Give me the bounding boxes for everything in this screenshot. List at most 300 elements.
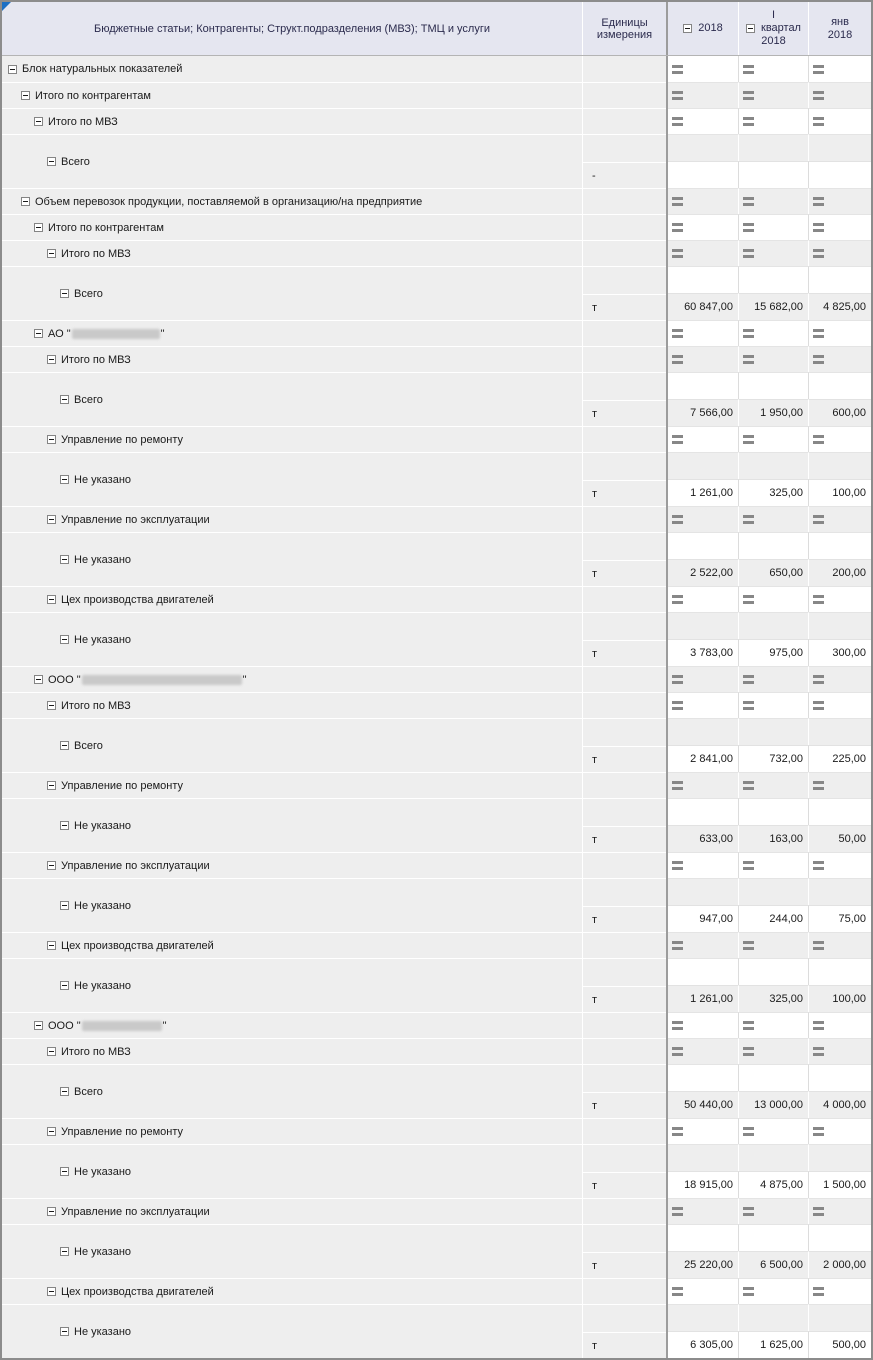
aggregate-cell[interactable]	[668, 586, 738, 612]
unit-cell[interactable]	[582, 266, 666, 320]
value-cell[interactable]	[808, 1251, 871, 1278]
collapse-icon[interactable]	[47, 355, 56, 364]
value-cell[interactable]	[668, 985, 738, 1012]
value-cell[interactable]	[738, 1251, 808, 1278]
aggregate-cell[interactable]	[738, 346, 808, 372]
aggregate-cell[interactable]	[808, 426, 871, 452]
rows-dimension-header[interactable]: Бюджетные статьи; Контрагенты; Структ.подразделения (МВЗ); ТМЦ и услуги	[94, 22, 490, 35]
aggregate-cell[interactable]	[808, 56, 871, 82]
group-row[interactable]	[2, 346, 871, 372]
value-cell[interactable]	[738, 985, 808, 1012]
period-cell[interactable]	[738, 718, 808, 772]
period-cell[interactable]	[808, 932, 871, 958]
tree-cell[interactable]	[2, 1198, 582, 1224]
value-empty-subcell[interactable]	[808, 1144, 871, 1171]
value-empty-subcell[interactable]	[738, 134, 808, 161]
unit-cell[interactable]	[582, 82, 666, 108]
value-cell[interactable]	[808, 293, 871, 320]
period-cell[interactable]	[738, 346, 808, 372]
unit-cell[interactable]	[582, 1224, 666, 1278]
period-cell[interactable]	[808, 1038, 871, 1064]
leaf-row[interactable]	[2, 878, 871, 932]
unit-cell[interactable]	[582, 506, 666, 532]
aggregate-cell[interactable]	[668, 82, 738, 108]
tree-cell[interactable]	[2, 586, 582, 612]
value-empty-subcell[interactable]	[738, 266, 808, 293]
period-cell[interactable]	[738, 1198, 808, 1224]
unit-cell[interactable]	[582, 1012, 666, 1038]
value-empty-subcell[interactable]	[808, 452, 871, 479]
period-cell[interactable]	[668, 214, 738, 240]
value-cell[interactable]	[738, 905, 808, 932]
tree-cell[interactable]	[2, 1038, 582, 1064]
value-empty-subcell[interactable]	[668, 958, 738, 985]
value-cell[interactable]	[668, 639, 738, 666]
period-cell[interactable]	[808, 108, 871, 134]
unit-cell[interactable]	[582, 134, 666, 188]
value-cell[interactable]	[738, 745, 808, 772]
aggregate-cell[interactable]	[738, 932, 808, 958]
leaf-row[interactable]	[2, 1144, 871, 1198]
aggregate-cell[interactable]	[738, 1118, 808, 1144]
aggregate-cell[interactable]	[808, 666, 871, 692]
value-cell[interactable]	[738, 1171, 808, 1198]
value-empty-subcell[interactable]	[738, 798, 808, 825]
period-cell[interactable]	[808, 188, 871, 214]
value-cell[interactable]	[808, 745, 871, 772]
period-cell[interactable]	[808, 852, 871, 878]
collapse-icon[interactable]	[60, 901, 69, 910]
aggregate-cell[interactable]	[738, 240, 808, 266]
collapse-icon[interactable]	[47, 515, 56, 524]
period-cell[interactable]	[738, 532, 808, 586]
value-empty-subcell[interactable]	[738, 612, 808, 639]
period-cell[interactable]	[808, 1304, 871, 1358]
period-cell[interactable]	[808, 1278, 871, 1304]
period-cell[interactable]	[738, 1144, 808, 1198]
value-cell[interactable]	[668, 825, 738, 852]
value-cell[interactable]	[668, 479, 738, 506]
period-cell[interactable]	[738, 214, 808, 240]
collapse-icon[interactable]	[47, 1207, 56, 1216]
aggregate-cell[interactable]	[808, 1012, 871, 1038]
tree-cell[interactable]	[2, 134, 582, 188]
period-cell[interactable]	[738, 878, 808, 932]
collapse-icon[interactable]	[47, 861, 56, 870]
aggregate-cell[interactable]	[738, 586, 808, 612]
leaf-row[interactable]	[2, 1064, 871, 1118]
group-row[interactable]	[2, 506, 871, 532]
period-cell[interactable]	[738, 852, 808, 878]
period-cell[interactable]	[668, 1064, 738, 1118]
value-empty-subcell[interactable]	[808, 1224, 871, 1251]
value-cell[interactable]	[668, 161, 738, 188]
aggregate-cell[interactable]	[808, 82, 871, 108]
aggregate-cell[interactable]	[808, 214, 871, 240]
period-cell[interactable]	[668, 1144, 738, 1198]
unit-cell[interactable]	[582, 878, 666, 932]
collapse-icon[interactable]	[60, 635, 69, 644]
value-empty-subcell[interactable]	[668, 1064, 738, 1091]
period-cell[interactable]	[668, 82, 738, 108]
value-empty-subcell[interactable]	[808, 134, 871, 161]
value-cell[interactable]	[738, 559, 808, 586]
aggregate-cell[interactable]	[808, 1118, 871, 1144]
leaf-row[interactable]	[2, 612, 871, 666]
aggregate-cell[interactable]	[738, 320, 808, 346]
value-empty-subcell[interactable]	[738, 532, 808, 559]
value-empty-subcell[interactable]	[668, 532, 738, 559]
value-cell[interactable]	[668, 1091, 738, 1118]
group-row[interactable]	[2, 1012, 871, 1038]
leaf-row[interactable]	[2, 798, 871, 852]
collapse-icon[interactable]	[60, 741, 69, 750]
aggregate-cell[interactable]	[738, 1012, 808, 1038]
tree-cell[interactable]	[2, 718, 582, 772]
aggregate-cell[interactable]	[738, 56, 808, 82]
period-cell[interactable]	[668, 532, 738, 586]
tree-cell[interactable]	[2, 266, 582, 320]
unit-cell[interactable]	[582, 1304, 666, 1358]
period-cell[interactable]	[738, 1064, 808, 1118]
value-cell[interactable]	[738, 399, 808, 426]
aggregate-cell[interactable]	[668, 666, 738, 692]
period-cell[interactable]	[668, 56, 738, 82]
period-cell[interactable]	[668, 1224, 738, 1278]
tree-cell[interactable]	[2, 772, 582, 798]
tree-cell[interactable]	[2, 798, 582, 852]
value-empty-subcell[interactable]	[808, 532, 871, 559]
tree-cell[interactable]	[2, 1118, 582, 1144]
collapse-icon[interactable]	[60, 1327, 69, 1336]
aggregate-cell[interactable]	[808, 852, 871, 878]
period-cell[interactable]	[738, 1012, 808, 1038]
value-empty-subcell[interactable]	[668, 798, 738, 825]
period-cell[interactable]	[738, 240, 808, 266]
tree-cell[interactable]	[2, 426, 582, 452]
aggregate-cell[interactable]	[738, 852, 808, 878]
period-cell[interactable]	[668, 346, 738, 372]
tree-cell[interactable]	[2, 878, 582, 932]
period-header-2[interactable]	[738, 2, 808, 55]
aggregate-cell[interactable]	[808, 932, 871, 958]
aggregate-cell[interactable]	[738, 1198, 808, 1224]
period-cell[interactable]	[668, 692, 738, 718]
period-cell[interactable]	[808, 82, 871, 108]
group-row[interactable]	[2, 932, 871, 958]
period-cell[interactable]	[808, 692, 871, 718]
aggregate-cell[interactable]	[668, 506, 738, 532]
period-cell[interactable]	[738, 1118, 808, 1144]
group-row[interactable]	[2, 82, 871, 108]
period-cell[interactable]	[808, 772, 871, 798]
period-cell[interactable]	[808, 372, 871, 426]
tree-cell[interactable]	[2, 320, 582, 346]
aggregate-cell[interactable]	[808, 188, 871, 214]
unit-cell[interactable]	[582, 532, 666, 586]
collapse-icon[interactable]	[60, 1167, 69, 1176]
aggregate-cell[interactable]	[668, 1012, 738, 1038]
tree-cell[interactable]	[2, 82, 582, 108]
period-cell[interactable]	[808, 506, 871, 532]
tree-cell[interactable]	[2, 532, 582, 586]
unit-cell[interactable]	[582, 108, 666, 134]
leaf-row[interactable]	[2, 452, 871, 506]
value-empty-subcell[interactable]	[668, 718, 738, 745]
unit-cell[interactable]	[582, 372, 666, 426]
period-cell[interactable]	[738, 426, 808, 452]
collapse-icon[interactable]	[60, 289, 69, 298]
value-empty-subcell[interactable]	[738, 958, 808, 985]
unit-cell[interactable]	[582, 772, 666, 798]
aggregate-cell[interactable]	[668, 932, 738, 958]
value-empty-subcell[interactable]	[738, 1144, 808, 1171]
period-cell[interactable]	[808, 586, 871, 612]
unit-cell[interactable]	[582, 666, 666, 692]
period-cell[interactable]	[738, 932, 808, 958]
value-cell[interactable]	[668, 1171, 738, 1198]
period-cell[interactable]	[808, 56, 871, 82]
tree-cell[interactable]	[2, 108, 582, 134]
tree-cell[interactable]	[2, 1304, 582, 1358]
aggregate-cell[interactable]	[668, 214, 738, 240]
collapse-icon[interactable]	[21, 197, 30, 206]
unit-cell[interactable]	[582, 1038, 666, 1064]
period-cell[interactable]	[738, 1038, 808, 1064]
value-cell[interactable]	[738, 1091, 808, 1118]
group-row[interactable]	[2, 214, 871, 240]
collapse-icon[interactable]	[47, 595, 56, 604]
unit-cell[interactable]	[582, 188, 666, 214]
collapse-icon[interactable]	[21, 91, 30, 100]
aggregate-cell[interactable]	[738, 426, 808, 452]
aggregate-cell[interactable]	[808, 692, 871, 718]
unit-cell[interactable]	[582, 1064, 666, 1118]
value-empty-subcell[interactable]	[668, 612, 738, 639]
period-cell[interactable]	[738, 320, 808, 346]
period-cell[interactable]	[668, 718, 738, 772]
value-empty-subcell[interactable]	[808, 1304, 871, 1331]
value-cell[interactable]	[808, 399, 871, 426]
period-cell[interactable]	[808, 878, 871, 932]
tree-cell[interactable]	[2, 692, 582, 718]
collapse-icon[interactable]	[60, 821, 69, 830]
value-empty-subcell[interactable]	[808, 266, 871, 293]
value-empty-subcell[interactable]	[668, 1304, 738, 1331]
collapse-icon[interactable]	[34, 223, 43, 232]
value-cell[interactable]	[738, 161, 808, 188]
collapse-icon[interactable]	[8, 65, 17, 74]
aggregate-cell[interactable]	[668, 426, 738, 452]
tree-cell[interactable]	[2, 1144, 582, 1198]
aggregate-cell[interactable]	[668, 692, 738, 718]
value-empty-subcell[interactable]	[668, 452, 738, 479]
value-cell[interactable]	[668, 1331, 738, 1358]
leaf-row[interactable]	[2, 372, 871, 426]
value-cell[interactable]	[668, 293, 738, 320]
aggregate-cell[interactable]	[668, 320, 738, 346]
collapse-icon[interactable]	[47, 1047, 56, 1056]
tree-cell[interactable]	[2, 1224, 582, 1278]
group-row[interactable]	[2, 586, 871, 612]
value-cell[interactable]	[808, 161, 871, 188]
group-row[interactable]	[2, 692, 871, 718]
aggregate-cell[interactable]	[738, 82, 808, 108]
aggregate-cell[interactable]	[668, 108, 738, 134]
period-cell[interactable]	[668, 666, 738, 692]
collapse-icon[interactable]	[60, 395, 69, 404]
period-cell[interactable]	[668, 452, 738, 506]
period-cell[interactable]	[808, 798, 871, 852]
period-cell[interactable]	[668, 772, 738, 798]
value-cell[interactable]	[668, 399, 738, 426]
value-empty-subcell[interactable]	[668, 134, 738, 161]
value-cell[interactable]	[808, 559, 871, 586]
value-empty-subcell[interactable]	[738, 1064, 808, 1091]
period-cell[interactable]	[738, 666, 808, 692]
collapse-icon[interactable]	[683, 24, 692, 33]
aggregate-cell[interactable]	[668, 1118, 738, 1144]
group-row[interactable]	[2, 1038, 871, 1064]
unit-cell[interactable]	[582, 320, 666, 346]
collapse-icon[interactable]	[47, 157, 56, 166]
period-cell[interactable]	[808, 1012, 871, 1038]
collapse-icon[interactable]	[746, 24, 755, 33]
period-cell[interactable]	[738, 134, 808, 188]
value-cell[interactable]	[738, 825, 808, 852]
aggregate-cell[interactable]	[668, 772, 738, 798]
collapse-icon[interactable]	[34, 117, 43, 126]
value-empty-subcell[interactable]	[738, 718, 808, 745]
unit-cell[interactable]	[582, 932, 666, 958]
period-cell[interactable]	[808, 958, 871, 1012]
aggregate-cell[interactable]	[738, 108, 808, 134]
group-row[interactable]	[2, 1198, 871, 1224]
period-cell[interactable]	[668, 878, 738, 932]
period-cell[interactable]	[668, 506, 738, 532]
unit-cell[interactable]	[582, 240, 666, 266]
tree-cell[interactable]	[2, 188, 582, 214]
aggregate-cell[interactable]	[738, 692, 808, 718]
collapse-icon[interactable]	[60, 1087, 69, 1096]
period-cell[interactable]	[808, 1144, 871, 1198]
tree-cell[interactable]	[2, 240, 582, 266]
period-cell[interactable]	[668, 266, 738, 320]
period-cell[interactable]	[738, 586, 808, 612]
collapse-icon[interactable]	[47, 701, 56, 710]
group-row[interactable]	[2, 1118, 871, 1144]
tree-cell[interactable]	[2, 1278, 582, 1304]
period-cell[interactable]	[668, 320, 738, 346]
aggregate-cell[interactable]	[668, 188, 738, 214]
value-cell[interactable]	[668, 745, 738, 772]
leaf-row[interactable]	[2, 1304, 871, 1358]
group-row[interactable]	[2, 772, 871, 798]
collapse-icon[interactable]	[47, 435, 56, 444]
leaf-row[interactable]	[2, 718, 871, 772]
period-cell[interactable]	[808, 1198, 871, 1224]
tree-cell[interactable]	[2, 612, 582, 666]
aggregate-cell[interactable]	[808, 320, 871, 346]
group-row[interactable]	[2, 852, 871, 878]
value-empty-subcell[interactable]	[808, 878, 871, 905]
period-cell[interactable]	[738, 772, 808, 798]
period-cell[interactable]	[668, 1038, 738, 1064]
collapse-icon[interactable]	[47, 1127, 56, 1136]
unit-cell[interactable]	[582, 214, 666, 240]
period-cell[interactable]	[808, 240, 871, 266]
period-cell[interactable]	[668, 134, 738, 188]
aggregate-cell[interactable]	[808, 346, 871, 372]
period-cell[interactable]	[668, 1304, 738, 1358]
leaf-row[interactable]	[2, 266, 871, 320]
group-row[interactable]	[2, 188, 871, 214]
period-cell[interactable]	[808, 320, 871, 346]
value-empty-subcell[interactable]	[808, 958, 871, 985]
tree-cell[interactable]	[2, 958, 582, 1012]
tree-cell[interactable]	[2, 346, 582, 372]
aggregate-cell[interactable]	[808, 506, 871, 532]
value-cell[interactable]	[808, 479, 871, 506]
period-cell[interactable]	[808, 718, 871, 772]
tree-cell[interactable]	[2, 1064, 582, 1118]
period-cell[interactable]	[738, 1304, 808, 1358]
aggregate-cell[interactable]	[808, 586, 871, 612]
period-cell[interactable]	[808, 666, 871, 692]
value-empty-subcell[interactable]	[808, 612, 871, 639]
units-header[interactable]: Единицы измерения	[582, 2, 666, 55]
unit-cell[interactable]	[582, 56, 666, 82]
value-cell[interactable]	[738, 293, 808, 320]
tree-cell[interactable]	[2, 452, 582, 506]
group-row[interactable]	[2, 108, 871, 134]
leaf-row[interactable]	[2, 134, 871, 188]
value-empty-subcell[interactable]	[738, 1224, 808, 1251]
period-cell[interactable]	[738, 798, 808, 852]
aggregate-cell[interactable]	[668, 1278, 738, 1304]
period-cell[interactable]	[668, 852, 738, 878]
period-cell[interactable]	[808, 214, 871, 240]
collapse-icon[interactable]	[47, 941, 56, 950]
tree-cell[interactable]	[2, 1012, 582, 1038]
aggregate-cell[interactable]	[808, 1198, 871, 1224]
aggregate-cell[interactable]	[808, 1278, 871, 1304]
aggregate-cell[interactable]	[738, 666, 808, 692]
value-cell[interactable]	[738, 1331, 808, 1358]
period-cell[interactable]	[668, 586, 738, 612]
period-cell[interactable]	[808, 612, 871, 666]
tree-cell[interactable]	[2, 56, 582, 82]
value-empty-subcell[interactable]	[808, 1064, 871, 1091]
unit-cell[interactable]	[582, 612, 666, 666]
value-empty-subcell[interactable]	[738, 1304, 808, 1331]
value-empty-subcell[interactable]	[738, 878, 808, 905]
period-cell[interactable]	[738, 266, 808, 320]
leaf-row[interactable]	[2, 1224, 871, 1278]
aggregate-cell[interactable]	[738, 188, 808, 214]
value-cell[interactable]	[668, 905, 738, 932]
value-cell[interactable]	[808, 1091, 871, 1118]
unit-cell[interactable]	[582, 798, 666, 852]
collapse-icon[interactable]	[34, 329, 43, 338]
period-cell[interactable]	[668, 612, 738, 666]
value-cell[interactable]	[808, 985, 871, 1012]
aggregate-cell[interactable]	[668, 346, 738, 372]
collapse-icon[interactable]	[60, 1247, 69, 1256]
period-cell[interactable]	[668, 426, 738, 452]
period-cell[interactable]	[738, 692, 808, 718]
aggregate-cell[interactable]	[738, 1278, 808, 1304]
